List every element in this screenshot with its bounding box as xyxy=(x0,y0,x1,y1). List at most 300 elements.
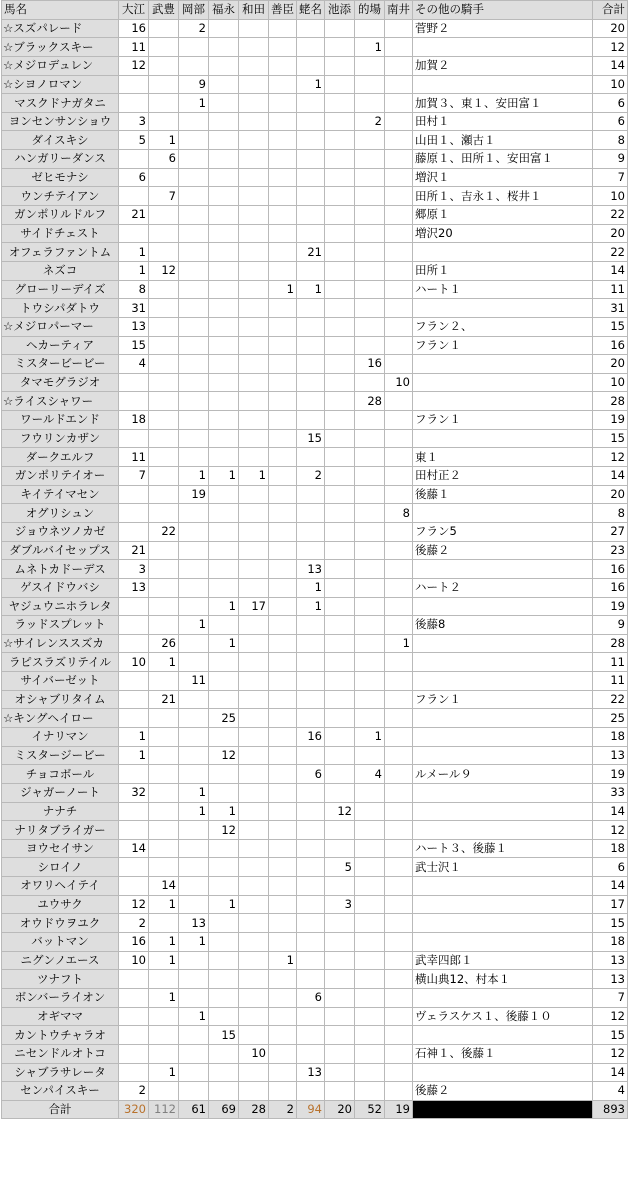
other-jockeys xyxy=(413,75,593,94)
ride-count xyxy=(355,1082,385,1101)
ride-count xyxy=(385,485,413,504)
ride-count xyxy=(239,150,269,169)
ride-count xyxy=(179,988,209,1007)
ride-count xyxy=(209,150,239,169)
ride-count xyxy=(149,1044,179,1063)
ride-count xyxy=(209,19,239,38)
horse-name: オウドウヲユク xyxy=(2,914,119,933)
ride-count xyxy=(179,970,209,989)
ride-count: 1 xyxy=(149,653,179,672)
ride-count xyxy=(325,746,355,765)
ride-count xyxy=(119,709,149,728)
row-total: 6 xyxy=(593,112,628,131)
ride-count xyxy=(209,839,239,858)
ride-count xyxy=(209,522,239,541)
other-jockeys: 後藤8 xyxy=(413,616,593,635)
ride-count: 2 xyxy=(297,467,325,486)
table-row xyxy=(2,765,628,784)
ride-count xyxy=(269,970,297,989)
horse-name: ユウサク xyxy=(2,895,119,914)
horse-name: ヘカーティア xyxy=(2,336,119,355)
summary-row xyxy=(2,1100,628,1119)
ride-count xyxy=(119,392,149,411)
ride-count xyxy=(325,336,355,355)
ride-count xyxy=(179,448,209,467)
ride-count xyxy=(239,485,269,504)
other-jockeys: 武幸四郎１ xyxy=(413,951,593,970)
ride-count xyxy=(385,597,413,616)
ride-count xyxy=(355,560,385,579)
table-row xyxy=(2,653,628,672)
ride-count: 2 xyxy=(355,112,385,131)
ride-count: 10 xyxy=(119,951,149,970)
ride-count xyxy=(269,336,297,355)
ride-count: 32 xyxy=(119,783,149,802)
table-row xyxy=(2,429,628,448)
horse-name: フウリンカザン xyxy=(2,429,119,448)
ride-count xyxy=(269,1026,297,1045)
ride-count: 15 xyxy=(119,336,149,355)
table-row xyxy=(2,802,628,821)
ride-count xyxy=(325,467,355,486)
ride-count xyxy=(297,541,325,560)
ride-count xyxy=(209,261,239,280)
jockey-total: 2 xyxy=(269,1100,297,1119)
ride-count: 16 xyxy=(297,727,325,746)
ride-count xyxy=(239,765,269,784)
horse-name: ツナフト xyxy=(2,970,119,989)
ride-count xyxy=(269,1063,297,1082)
ride-count xyxy=(355,988,385,1007)
ride-count xyxy=(119,690,149,709)
other-jockeys: 後藤２ xyxy=(413,541,593,560)
ride-count xyxy=(239,560,269,579)
ride-count xyxy=(149,727,179,746)
ride-count xyxy=(149,616,179,635)
other-jockeys: ルメール９ xyxy=(413,765,593,784)
ride-count: 1 xyxy=(149,895,179,914)
ride-count xyxy=(179,187,209,206)
ride-count xyxy=(239,970,269,989)
ride-count xyxy=(325,933,355,952)
other-jockeys xyxy=(413,653,593,672)
ride-count xyxy=(325,970,355,989)
horse-name: サイバーゼット xyxy=(2,672,119,691)
ride-count xyxy=(325,224,355,243)
ride-count xyxy=(179,131,209,150)
ride-count xyxy=(325,448,355,467)
jockey-total: 28 xyxy=(239,1100,269,1119)
ride-count xyxy=(119,75,149,94)
horse-name: シロイノ xyxy=(2,858,119,877)
horse-name: オシャブリタイム xyxy=(2,690,119,709)
ride-count: 1 xyxy=(179,467,209,486)
ride-count xyxy=(269,224,297,243)
ride-count: 12 xyxy=(209,746,239,765)
table-row xyxy=(2,19,628,38)
horse-name: ラッドスプレット xyxy=(2,616,119,635)
horse-name: ニグンノエース xyxy=(2,951,119,970)
ride-count xyxy=(269,933,297,952)
ride-count xyxy=(179,839,209,858)
ride-count xyxy=(149,448,179,467)
ride-count: 1 xyxy=(179,1007,209,1026)
ride-count xyxy=(385,783,413,802)
header-horse-name: 馬名 xyxy=(2,1,119,20)
ride-count xyxy=(297,485,325,504)
ride-count xyxy=(149,280,179,299)
ride-count xyxy=(297,802,325,821)
ride-count xyxy=(269,150,297,169)
ride-count xyxy=(355,373,385,392)
ride-count: 1 xyxy=(149,131,179,150)
ride-count xyxy=(325,1044,355,1063)
ride-count xyxy=(269,1082,297,1101)
row-total: 10 xyxy=(593,373,628,392)
table-row xyxy=(2,522,628,541)
other-jockeys: フラン１ xyxy=(413,336,593,355)
ride-count xyxy=(385,411,413,430)
ride-count: 9 xyxy=(179,75,209,94)
ride-count: 12 xyxy=(119,56,149,75)
row-total: 14 xyxy=(593,802,628,821)
ride-count: 1 xyxy=(179,933,209,952)
ride-count: 1 xyxy=(209,802,239,821)
row-total: 19 xyxy=(593,597,628,616)
other-jockeys: 郷原１ xyxy=(413,206,593,225)
other-jockeys xyxy=(413,746,593,765)
horse-name: ウンチテイアン xyxy=(2,187,119,206)
ride-count xyxy=(297,951,325,970)
ride-count xyxy=(119,429,149,448)
ride-count xyxy=(269,448,297,467)
row-total: 12 xyxy=(593,821,628,840)
ride-count xyxy=(239,634,269,653)
other-jockeys xyxy=(413,877,593,896)
ride-count xyxy=(149,429,179,448)
jockey-total: 61 xyxy=(179,1100,209,1119)
row-total: 27 xyxy=(593,522,628,541)
other-jockeys: 石神１、後藤１ xyxy=(413,1044,593,1063)
ride-count xyxy=(297,56,325,75)
ride-count xyxy=(325,616,355,635)
ride-count xyxy=(149,112,179,131)
ride-count xyxy=(179,858,209,877)
ride-count xyxy=(325,1026,355,1045)
row-total: 18 xyxy=(593,727,628,746)
ride-count xyxy=(325,877,355,896)
horse-name: ボンバーライオン xyxy=(2,988,119,1007)
ride-count: 1 xyxy=(119,243,149,262)
ride-count xyxy=(297,373,325,392)
ride-count: 25 xyxy=(209,709,239,728)
other-jockeys xyxy=(413,373,593,392)
ride-count xyxy=(325,783,355,802)
ride-count xyxy=(269,988,297,1007)
other-jockeys: 横山典12、村本１ xyxy=(413,970,593,989)
ride-count xyxy=(119,765,149,784)
ride-count xyxy=(355,261,385,280)
ride-count: 1 xyxy=(209,895,239,914)
table-row xyxy=(2,75,628,94)
horse-name: ☆ライスシャワー xyxy=(2,392,119,411)
ride-count xyxy=(119,504,149,523)
ride-count: 12 xyxy=(209,821,239,840)
ride-count xyxy=(325,1063,355,1082)
ride-count xyxy=(179,1044,209,1063)
ride-count xyxy=(297,709,325,728)
ride-count xyxy=(297,933,325,952)
ride-count xyxy=(297,261,325,280)
other-jockeys xyxy=(413,299,593,318)
other-jockeys xyxy=(413,597,593,616)
ride-count: 1 xyxy=(179,616,209,635)
table-row xyxy=(2,131,628,150)
ride-count xyxy=(239,429,269,448)
ride-count xyxy=(269,485,297,504)
table-row xyxy=(2,951,628,970)
row-total: 11 xyxy=(593,653,628,672)
other-jockeys: フラン２、 xyxy=(413,317,593,336)
ride-count: 4 xyxy=(119,355,149,374)
row-total: 18 xyxy=(593,933,628,952)
ride-count xyxy=(209,765,239,784)
ride-count xyxy=(355,56,385,75)
ride-count xyxy=(297,131,325,150)
ride-count xyxy=(355,690,385,709)
ride-count xyxy=(119,373,149,392)
ride-count xyxy=(385,448,413,467)
ride-count xyxy=(297,877,325,896)
horse-name: ダークエルフ xyxy=(2,448,119,467)
ride-count xyxy=(179,206,209,225)
ride-count: 6 xyxy=(297,988,325,1007)
other-jockeys xyxy=(413,727,593,746)
ride-count xyxy=(149,243,179,262)
ride-count xyxy=(119,616,149,635)
horse-name: サイドチェスト xyxy=(2,224,119,243)
header-jockey: 善臣 xyxy=(269,1,297,20)
ride-count xyxy=(355,206,385,225)
ride-count xyxy=(325,429,355,448)
ride-count xyxy=(179,56,209,75)
table-row xyxy=(2,168,628,187)
horse-name: オワリヘイテイ xyxy=(2,877,119,896)
row-total: 12 xyxy=(593,1044,628,1063)
other-jockeys: 田所１ xyxy=(413,261,593,280)
ride-count xyxy=(297,858,325,877)
ride-count xyxy=(179,373,209,392)
ride-count xyxy=(325,206,355,225)
ride-count xyxy=(269,94,297,113)
ride-count xyxy=(325,560,355,579)
ride-count xyxy=(239,448,269,467)
horse-name: オフェラファントム xyxy=(2,243,119,262)
ride-count: 13 xyxy=(119,317,149,336)
ride-count: 18 xyxy=(119,411,149,430)
ride-count xyxy=(325,914,355,933)
ride-count xyxy=(179,429,209,448)
ride-count xyxy=(149,746,179,765)
ride-count xyxy=(325,541,355,560)
ride-count xyxy=(179,38,209,57)
ride-count xyxy=(355,94,385,113)
ride-count xyxy=(297,1044,325,1063)
ride-count xyxy=(297,839,325,858)
ride-count xyxy=(209,485,239,504)
ride-count xyxy=(385,224,413,243)
ride-count xyxy=(179,765,209,784)
ride-count: 2 xyxy=(119,914,149,933)
ride-count: 1 xyxy=(149,1063,179,1082)
ride-count xyxy=(385,317,413,336)
ride-count xyxy=(355,299,385,318)
other-jockeys xyxy=(413,895,593,914)
ride-count xyxy=(149,821,179,840)
horse-name: ネズコ xyxy=(2,261,119,280)
ride-count xyxy=(209,1082,239,1101)
ride-count xyxy=(149,75,179,94)
ride-count xyxy=(119,858,149,877)
other-jockeys: ハート１ xyxy=(413,280,593,299)
ride-count: 21 xyxy=(119,206,149,225)
header-jockey: 南井 xyxy=(385,1,413,20)
ride-count xyxy=(209,672,239,691)
ride-count xyxy=(269,690,297,709)
horse-name: ガンポリルドルフ xyxy=(2,206,119,225)
row-total: 4 xyxy=(593,1082,628,1101)
ride-count xyxy=(149,839,179,858)
row-total: 8 xyxy=(593,504,628,523)
ride-count xyxy=(239,988,269,1007)
ride-count xyxy=(385,1063,413,1082)
row-total: 16 xyxy=(593,336,628,355)
header-jockey: 福永 xyxy=(209,1,239,20)
other-jockeys: 菅野２ xyxy=(413,19,593,38)
ride-count xyxy=(239,727,269,746)
ride-count xyxy=(269,541,297,560)
row-total: 10 xyxy=(593,75,628,94)
ride-count xyxy=(297,299,325,318)
ride-count xyxy=(179,411,209,430)
ride-count xyxy=(239,690,269,709)
ride-count: 16 xyxy=(119,933,149,952)
ride-count xyxy=(209,690,239,709)
ride-count xyxy=(149,1007,179,1026)
table-row xyxy=(2,224,628,243)
row-total: 11 xyxy=(593,280,628,299)
table-row xyxy=(2,504,628,523)
ride-count: 19 xyxy=(179,485,209,504)
ride-count xyxy=(355,336,385,355)
ride-count xyxy=(325,411,355,430)
other-jockeys xyxy=(413,429,593,448)
table-row xyxy=(2,243,628,262)
ride-count xyxy=(179,224,209,243)
ride-count: 8 xyxy=(385,504,413,523)
ride-count xyxy=(239,895,269,914)
ride-count: 15 xyxy=(209,1026,239,1045)
row-total: 14 xyxy=(593,1063,628,1082)
ride-count xyxy=(239,299,269,318)
ride-count xyxy=(297,634,325,653)
ride-count xyxy=(179,634,209,653)
ride-count xyxy=(385,336,413,355)
ride-count xyxy=(385,616,413,635)
ride-count xyxy=(239,336,269,355)
ride-count xyxy=(355,1007,385,1026)
ride-count xyxy=(209,653,239,672)
other-jockeys xyxy=(413,504,593,523)
ride-count xyxy=(119,1044,149,1063)
ride-count xyxy=(239,672,269,691)
ride-count xyxy=(269,168,297,187)
table-row xyxy=(2,1044,628,1063)
ride-count xyxy=(239,504,269,523)
ride-count xyxy=(297,653,325,672)
table-row xyxy=(2,597,628,616)
ride-count xyxy=(209,541,239,560)
table-row xyxy=(2,280,628,299)
ride-count xyxy=(239,709,269,728)
ride-count: 1 xyxy=(269,280,297,299)
row-total: 15 xyxy=(593,1026,628,1045)
horse-name: ☆ブラックスキー xyxy=(2,38,119,57)
ride-count xyxy=(355,131,385,150)
ride-count xyxy=(239,411,269,430)
ride-count xyxy=(269,616,297,635)
other-jockeys: ハート２ xyxy=(413,578,593,597)
horse-name: キイテイマセン xyxy=(2,485,119,504)
ride-count xyxy=(239,131,269,150)
ride-count xyxy=(325,187,355,206)
ride-count xyxy=(119,522,149,541)
ride-count xyxy=(119,672,149,691)
ride-count xyxy=(355,970,385,989)
ride-count xyxy=(297,1082,325,1101)
other-jockeys xyxy=(413,392,593,411)
ride-count xyxy=(239,187,269,206)
ride-count xyxy=(297,150,325,169)
ride-count xyxy=(179,690,209,709)
ride-count xyxy=(149,970,179,989)
other-jockeys: 田所１、吉永１、桜井１ xyxy=(413,187,593,206)
row-total: 33 xyxy=(593,783,628,802)
table-row xyxy=(2,877,628,896)
ride-count: 12 xyxy=(149,261,179,280)
ride-count: 1 xyxy=(179,783,209,802)
ride-count xyxy=(269,522,297,541)
ride-count: 10 xyxy=(239,1044,269,1063)
horse-name: グローリーデイズ xyxy=(2,280,119,299)
ride-count xyxy=(355,280,385,299)
ride-count xyxy=(385,709,413,728)
ride-count xyxy=(209,243,239,262)
header-jockey: 岡部 xyxy=(179,1,209,20)
ride-count xyxy=(269,1044,297,1063)
ride-count xyxy=(385,131,413,150)
ride-count xyxy=(269,597,297,616)
ride-count xyxy=(269,299,297,318)
ride-count: 1 xyxy=(179,94,209,113)
ride-count xyxy=(239,243,269,262)
horse-name: ヨウセイサン xyxy=(2,839,119,858)
row-total: 20 xyxy=(593,485,628,504)
ride-count xyxy=(325,522,355,541)
header-jockey: 池添 xyxy=(325,1,355,20)
ride-count xyxy=(239,38,269,57)
ride-count xyxy=(179,504,209,523)
